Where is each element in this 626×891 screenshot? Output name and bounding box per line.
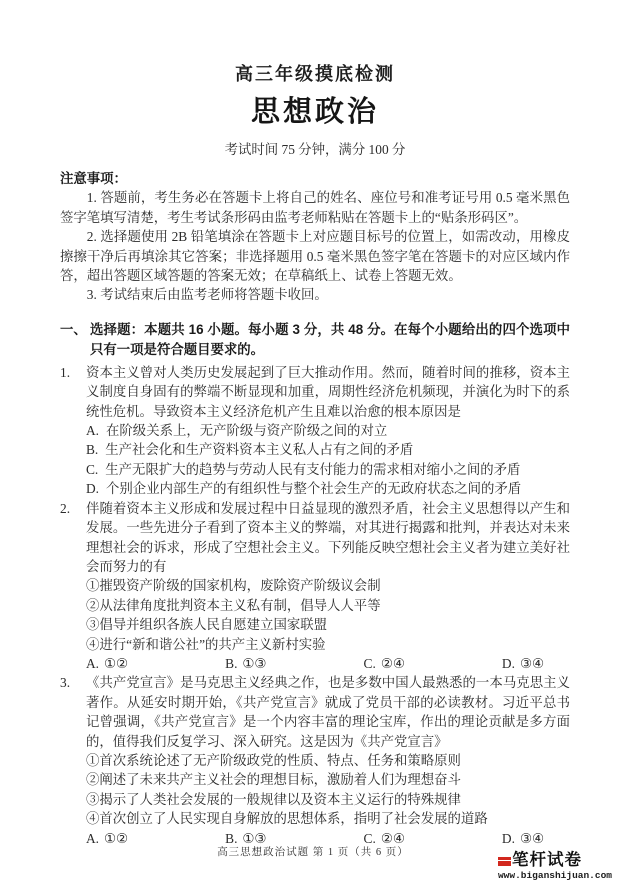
question-3 [60,673,570,848]
option-label: C. [86,461,99,477]
options-row [86,654,570,673]
notice-item-2: 2. 选择题使用 2B 铅笔填涂在答题卡上对应题目标号的位置上，如需改动，用橡皮擦擦干净后再填涂其它答案；非选择题用 0.5 毫米黑色签字笔在答题卡的对应区域内作答，超出答题区域答题的答案无效；在草稿纸上、试卷上答题无效。 [60,229,570,284]
option-text: 个别企业内部生产的有组织性与整个社会生产的无政府状态之间的矛盾 [106,481,522,497]
subitem-2: ②从法律角度批判资本主义私有制，倡导人人平等 [86,597,381,613]
exam-info: 考试时间 75 分钟，满分 100 分 [224,142,406,157]
question-number: 3. [60,675,71,691]
option-text: 生产社会化和生产资料资本主义私人占有之间的矛盾 [105,442,414,458]
question-number: 2. [60,500,71,516]
option-label: D. [86,481,100,497]
option-c: C. ②④ [363,830,405,846]
question-stem: 《共产党宣言》是马克思主义经典之作，也是多数中国人最熟悉的一本马克思主义著作。从延安时期开始，《共产党宣言》就成了党员干部的必读教材。习近平总书记曾强调，《共产党宣言》是一个内容丰富的理论宝库，作出的理论贡献是多方面的，值得我们反复学习、深入研究。这是因为《共产党宣言》 [86,675,570,749]
question-stem: 伴随着资本主义形成和发展过程中日益显现的激烈矛盾，社会主义思想得以产生和发展。一些先进分子看到了资本主义的弊端，对其进行揭露和批判，并表达对未来理想社会的诉求，形成了空想社会主义。下列能反映空想社会主义者为建立美好社会而努力的有 [86,500,570,574]
notice-item-1: 1. 答题前，考生务必在答题卡上将自己的姓名、座位号和准考证号用 0.5 毫米黑色签字笔填写清楚，考生考试条形码由监考老师粘贴在答题卡上的“贴条形码区”。 [60,190,570,225]
subitem-4: ④首次创立了人民实现自身解放的思想体系，指明了社会发展的道路 [86,811,488,827]
option-text: 在阶级关系上，无产阶级与资产阶级之间的对立 [106,423,388,439]
option-c [86,460,570,479]
subitem-3: ③揭示了人类社会发展的一般规律以及资本主义运行的特殊规律 [86,791,461,807]
exam-title: 高三年级摸底检测 [235,64,395,84]
option-text: 生产无限扩大的趋势与劳动人民有支付能力的需求相对缩小之间的矛盾 [105,461,521,477]
section-heading [60,320,570,360]
subitem-4: ④进行“新和谐公社”的共产主义新村实验 [86,636,326,652]
option-d: D. ③④ [501,655,544,671]
section-heading-text: 选择题：本题共 16 小题。每小题 3 分，共 48 分。在每个小题给出的四个选项中只有一项是符合题目要求的。 [90,321,570,357]
question-1 [60,363,570,499]
subitem-1: ①摧毁资产阶级的国家机构，废除资产阶级议会制 [86,578,381,594]
option-d [86,479,570,498]
option-a: A. ①② [86,830,129,846]
watermark-brand: 笔杆试卷 [511,851,582,869]
option-b [86,440,570,459]
watermark [498,852,612,881]
option-d: D. ③④ [501,830,544,846]
question-2 [60,499,570,674]
red-stamp-icon [498,857,511,866]
notice-item-3: 3. 考试结束后由监考老师将答题卡收回。 [86,287,328,303]
option-label: B. [86,442,99,458]
page-footer: 高三思想政治试题 第 1 页（共 6 页） [217,847,409,858]
exam-subject: 思想政治 [250,96,379,128]
option-label: A. [86,423,100,439]
option-a: A. ①② [86,655,129,671]
subitem-1: ①首次系统论述了无产阶级政党的性质、特点、任务和策略原则 [86,752,461,768]
option-c: C. ②④ [363,655,405,671]
subitem-3: ③倡导并组织各族人民自愿建立国家联盟 [86,617,328,633]
option-b: B. ①③ [225,830,267,846]
section-marker: 一、 [60,321,87,337]
option-a [86,421,570,440]
watermark-url: www.biganshijuan.com [497,870,612,881]
subitem-2: ②阐述了未来共产主义社会的理想目标，激励着人们为理想奋斗 [86,772,461,788]
question-stem: 资本主义曾对人类历史发展起到了巨大推动作用。然而，随着时间的推移，资本主义制度自身固有的弊端不断显现和加重，周期性经济危机频现，并演化为时下的系统性危机。导致资本主义经济危机产生且难以治愈的根本原因是 [86,364,570,419]
question-number: 1. [60,364,71,380]
notices-label: 注意事项： [60,171,127,186]
option-b: B. ①③ [225,655,267,671]
